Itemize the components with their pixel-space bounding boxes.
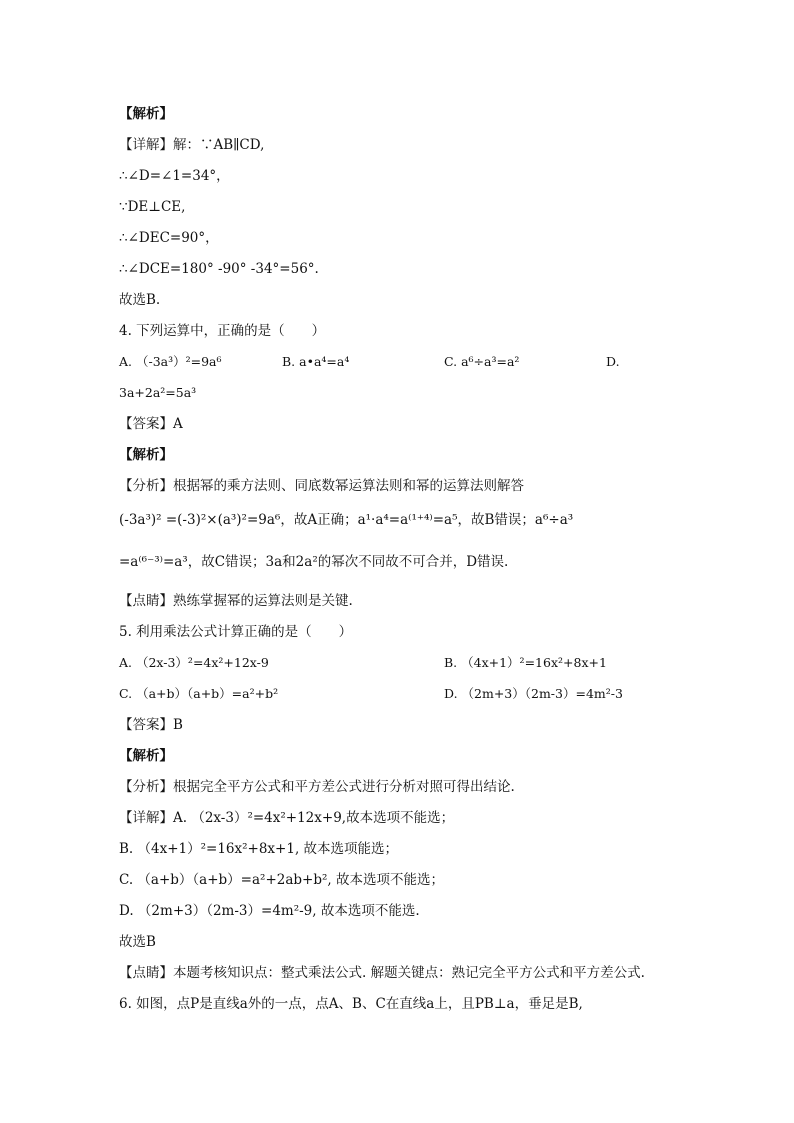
q5-analysis-header: 【解析】 (119, 748, 173, 764)
q4-answer: 【答案】A (119, 416, 183, 432)
q4-option-d-body: 3a+2a²=5a³ (119, 385, 197, 400)
q5-detail-3: C. （a+b）（a+b）=a²+2ab+b², 故本选项不能选； (119, 872, 444, 888)
q4-analysis: 【分析】根据幂的乘方法则、同底数幂运算法则和幂的运算法则解答 (119, 478, 524, 494)
q4-detail-1: (-3a³)² =(-3)²×(a³)²=9a⁶，故A正确；a¹·a⁴=a⁽¹⁺⁴⁾=a⁵，故B错误；a⁶÷a³ (119, 512, 574, 528)
q5-answer: 【答案】B (119, 717, 183, 733)
proof-line-3: ∴∠DEC=90°， (119, 230, 219, 246)
choose-line: 故选B. (119, 292, 161, 308)
q4-analysis-header: 【解析】 (119, 447, 173, 463)
proof-line-4: ∴∠DCE=180° -90° -34°=56°. (119, 261, 319, 277)
q5-option-b: B. （4x+1）²=16x²+8x+1 (444, 655, 607, 670)
analysis-header: 【解析】 (119, 106, 173, 122)
q5-option-d: D. （2m+3）（2m-3）=4m²-3 (444, 686, 623, 701)
q4-option-a: A. （-3a³）²=9a⁶ (119, 354, 222, 369)
q5-stem: 5. 利用乘法公式计算正确的是（ ） (119, 624, 353, 640)
q4-stem: 4. 下列运算中，正确的是（ ） (119, 323, 326, 339)
q5-option-c: C. （a+b）（a+b）=a²+b² (119, 686, 279, 701)
q5-option-a: A. （2x-3）²=4x²+12x-9 (119, 655, 269, 670)
q5-detail-1: 【详解】A. （2x-3）²=4x²+12x+9,故本选项不能选； (119, 810, 455, 826)
detail-line: 【详解】解：∵AB∥CD, (119, 137, 265, 153)
q4-option-c: C. a⁶÷a³=a² (444, 354, 520, 369)
q6-stem: 6. 如图，点P是直线a外的一点，点A、B、C在直线a上，且PB⊥a，垂足是B, (119, 996, 583, 1012)
proof-line-2: ∵DE⊥CE, (119, 199, 186, 215)
q5-detail-4: D. （2m+3）（2m-3）=4m²-9, 故本选项不能选. (119, 903, 420, 919)
q4-point: 【点睛】熟练掌握幂的运算法则是关键. (119, 593, 353, 609)
q5-detail-2: B. （4x+1）²=16x²+8x+1, 故本选项能选； (119, 841, 399, 857)
q5-choose: 故选B (119, 934, 156, 950)
q5-point: 【点睛】本题考核知识点：整式乘法公式. 解题关键点：熟记完全平方公式和平方差公式. (119, 965, 645, 981)
q4-detail-2: =a⁽⁶⁻³⁾=a³，故C错误；3a和2a²的幂次不同故不可合并，D错误. (119, 554, 509, 570)
q4-option-b: B. a•a⁴=a⁴ (282, 354, 350, 369)
q4-option-d: D. (606, 354, 620, 369)
q5-analysis: 【分析】根据完全平方公式和平方差公式进行分析对照可得出结论. (119, 779, 515, 795)
proof-line-1: ∴∠D=∠1=34°， (119, 168, 230, 184)
